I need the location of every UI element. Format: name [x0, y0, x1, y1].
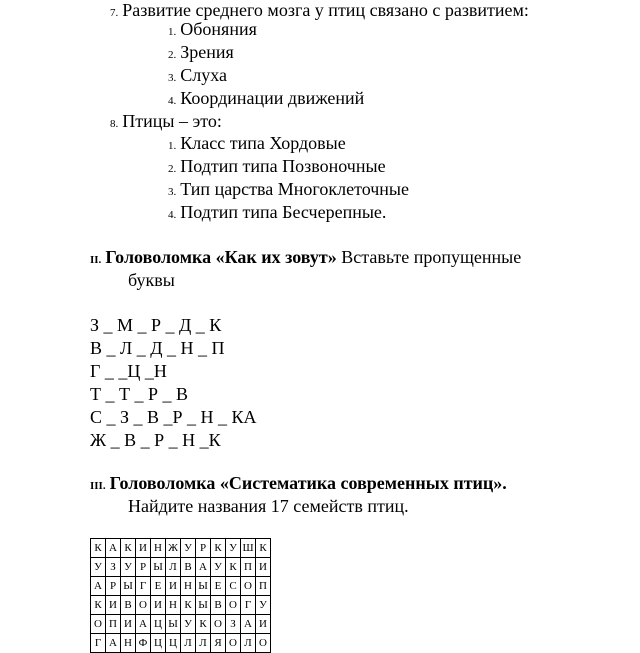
grid-cell: Ш: [241, 539, 256, 558]
option-number: 1.: [168, 26, 177, 38]
word-puzzle-line: З _ М _ Р _ Д _ К: [90, 315, 222, 335]
option-text: Слуха: [180, 65, 227, 85]
section-3-instruction: [128, 495, 409, 518]
grid-row: [91, 634, 271, 653]
grid-cell: Г: [241, 596, 256, 615]
q7-option-1: [168, 18, 257, 43]
grid-cell: У: [211, 558, 226, 577]
grid-cell: П: [106, 615, 121, 634]
grid-cell: О: [226, 596, 241, 615]
grid-cell: В: [121, 596, 136, 615]
grid-cell: А: [196, 558, 211, 577]
section-instruction: Вставьте пропущенные: [341, 247, 522, 267]
grid-cell: Н: [151, 539, 166, 558]
word-puzzle-line: Г _ _Ц _Н: [90, 361, 167, 381]
grid-cell: Н: [181, 577, 196, 596]
grid-cell: О: [136, 596, 151, 615]
q7-option-2: [168, 41, 234, 66]
grid-cell: К: [121, 539, 136, 558]
grid-cell: П: [256, 577, 271, 596]
option-number: 2.: [168, 49, 177, 61]
grid-cell: В: [211, 596, 226, 615]
grid-cell: А: [241, 615, 256, 634]
grid-cell: У: [121, 558, 136, 577]
grid-cell: П: [241, 558, 256, 577]
q8-option-3: [168, 178, 409, 203]
option-number: 3.: [168, 72, 177, 84]
grid-cell: Ы: [151, 558, 166, 577]
grid-cell: К: [181, 596, 196, 615]
grid-row: [91, 558, 271, 577]
grid-cell: И: [256, 558, 271, 577]
option-number: 4.: [168, 95, 177, 107]
grid-cell: Ы: [196, 577, 211, 596]
grid-cell: К: [196, 615, 211, 634]
section-instruction: Найдите названия 17 семейств птиц.: [128, 496, 409, 516]
grid-row: [91, 596, 271, 615]
grid-cell: У: [181, 539, 196, 558]
grid-cell: К: [211, 539, 226, 558]
grid-cell: Ф: [136, 634, 151, 653]
grid-cell: Я: [211, 634, 226, 653]
option-number: 2.: [168, 163, 177, 175]
grid-cell: Ц: [151, 634, 166, 653]
word-puzzle-line: Т _ Т _ Р _ В: [90, 384, 189, 404]
option-text: Координации движений: [180, 88, 365, 108]
grid-cell: А: [91, 577, 106, 596]
grid-cell: Ц: [151, 615, 166, 634]
grid-cell: Ы: [121, 577, 136, 596]
q8-option-2: [168, 155, 386, 180]
grid-cell: И: [106, 596, 121, 615]
grid-cell: Л: [166, 558, 181, 577]
grid-cell: Г: [91, 634, 106, 653]
grid-cell: Л: [196, 634, 211, 653]
grid-cell: И: [166, 577, 181, 596]
section-roman-numeral: II.: [90, 254, 102, 266]
grid-cell: Р: [136, 558, 151, 577]
question-number: 7.: [110, 7, 119, 19]
grid-cell: И: [151, 596, 166, 615]
grid-cell: А: [136, 615, 151, 634]
section-title: Головоломка «Систематика современных птиц».: [109, 473, 507, 493]
grid-cell: Н: [166, 596, 181, 615]
word-puzzle-line: Ж _ В _ Р _ Н _К: [90, 430, 221, 450]
q7-option-3: [168, 64, 227, 89]
word-puzzle-line: С _ З _ В _Р _ Н _ КА: [90, 407, 257, 427]
grid-cell: Ы: [166, 615, 181, 634]
grid-cell: И: [256, 615, 271, 634]
grid-row: [91, 577, 271, 596]
question-text: Развитие среднего мозга у птиц связано с развитием:: [122, 0, 529, 20]
grid-cell: У: [256, 596, 271, 615]
grid-cell: Л: [181, 634, 196, 653]
section-instruction: буквы: [128, 270, 175, 290]
grid-cell: К: [256, 539, 271, 558]
section-roman-numeral: III.: [90, 480, 106, 492]
grid-cell: Г: [136, 577, 151, 596]
q8-option-1: [168, 132, 346, 157]
q8-option-4: [168, 201, 386, 226]
question-number: 8.: [110, 118, 119, 130]
grid-row: [91, 539, 271, 558]
option-text: Обоняния: [180, 19, 257, 39]
grid-cell: И: [121, 615, 136, 634]
grid-cell: Н: [121, 634, 136, 653]
option-text: Подтип типа Позвоночные: [180, 156, 386, 176]
grid-cell: У: [226, 539, 241, 558]
grid-cell: О: [226, 634, 241, 653]
option-text: Подтип типа Бесчерепные.: [180, 202, 387, 222]
grid-cell: Р: [196, 539, 211, 558]
grid-cell: Е: [211, 577, 226, 596]
grid-row: [91, 615, 271, 634]
grid-cell: Ы: [196, 596, 211, 615]
grid-cell: О: [91, 615, 106, 634]
section-2-instruction-continued: [128, 269, 175, 292]
grid-cell: К: [226, 558, 241, 577]
grid-cell: И: [136, 539, 151, 558]
word-search-grid: [90, 538, 271, 653]
grid-cell: Л: [241, 634, 256, 653]
grid-cell: О: [241, 577, 256, 596]
grid-cell: К: [91, 539, 106, 558]
grid-cell: К: [91, 596, 106, 615]
option-text: Класс типа Хордовые: [180, 133, 346, 153]
grid-cell: Е: [151, 577, 166, 596]
grid-cell: А: [106, 539, 121, 558]
grid-cell: О: [256, 634, 271, 653]
grid-cell: Р: [106, 577, 121, 596]
q7-option-4: [168, 87, 364, 112]
grid-cell: З: [106, 558, 121, 577]
option-number: 3.: [168, 186, 177, 198]
grid-cell: У: [181, 615, 196, 634]
grid-cell: З: [226, 615, 241, 634]
grid-cell: О: [211, 615, 226, 634]
grid-cell: Ц: [166, 634, 181, 653]
grid-cell: Ж: [166, 539, 181, 558]
grid-cell: А: [106, 634, 121, 653]
option-text: Зрения: [180, 42, 234, 62]
word-puzzle-line: В _ Л _ Д _ Н _ П: [90, 338, 225, 358]
grid-cell: У: [91, 558, 106, 577]
grid-cell: С: [226, 577, 241, 596]
option-number: 4.: [168, 209, 177, 221]
section-title: Головоломка «Как их зовут»: [105, 247, 337, 267]
grid-cell: В: [181, 558, 196, 577]
option-number: 1.: [168, 140, 177, 152]
option-text: Тип царства Многоклеточные: [180, 179, 410, 199]
question-text: Птицы – это:: [122, 111, 222, 131]
